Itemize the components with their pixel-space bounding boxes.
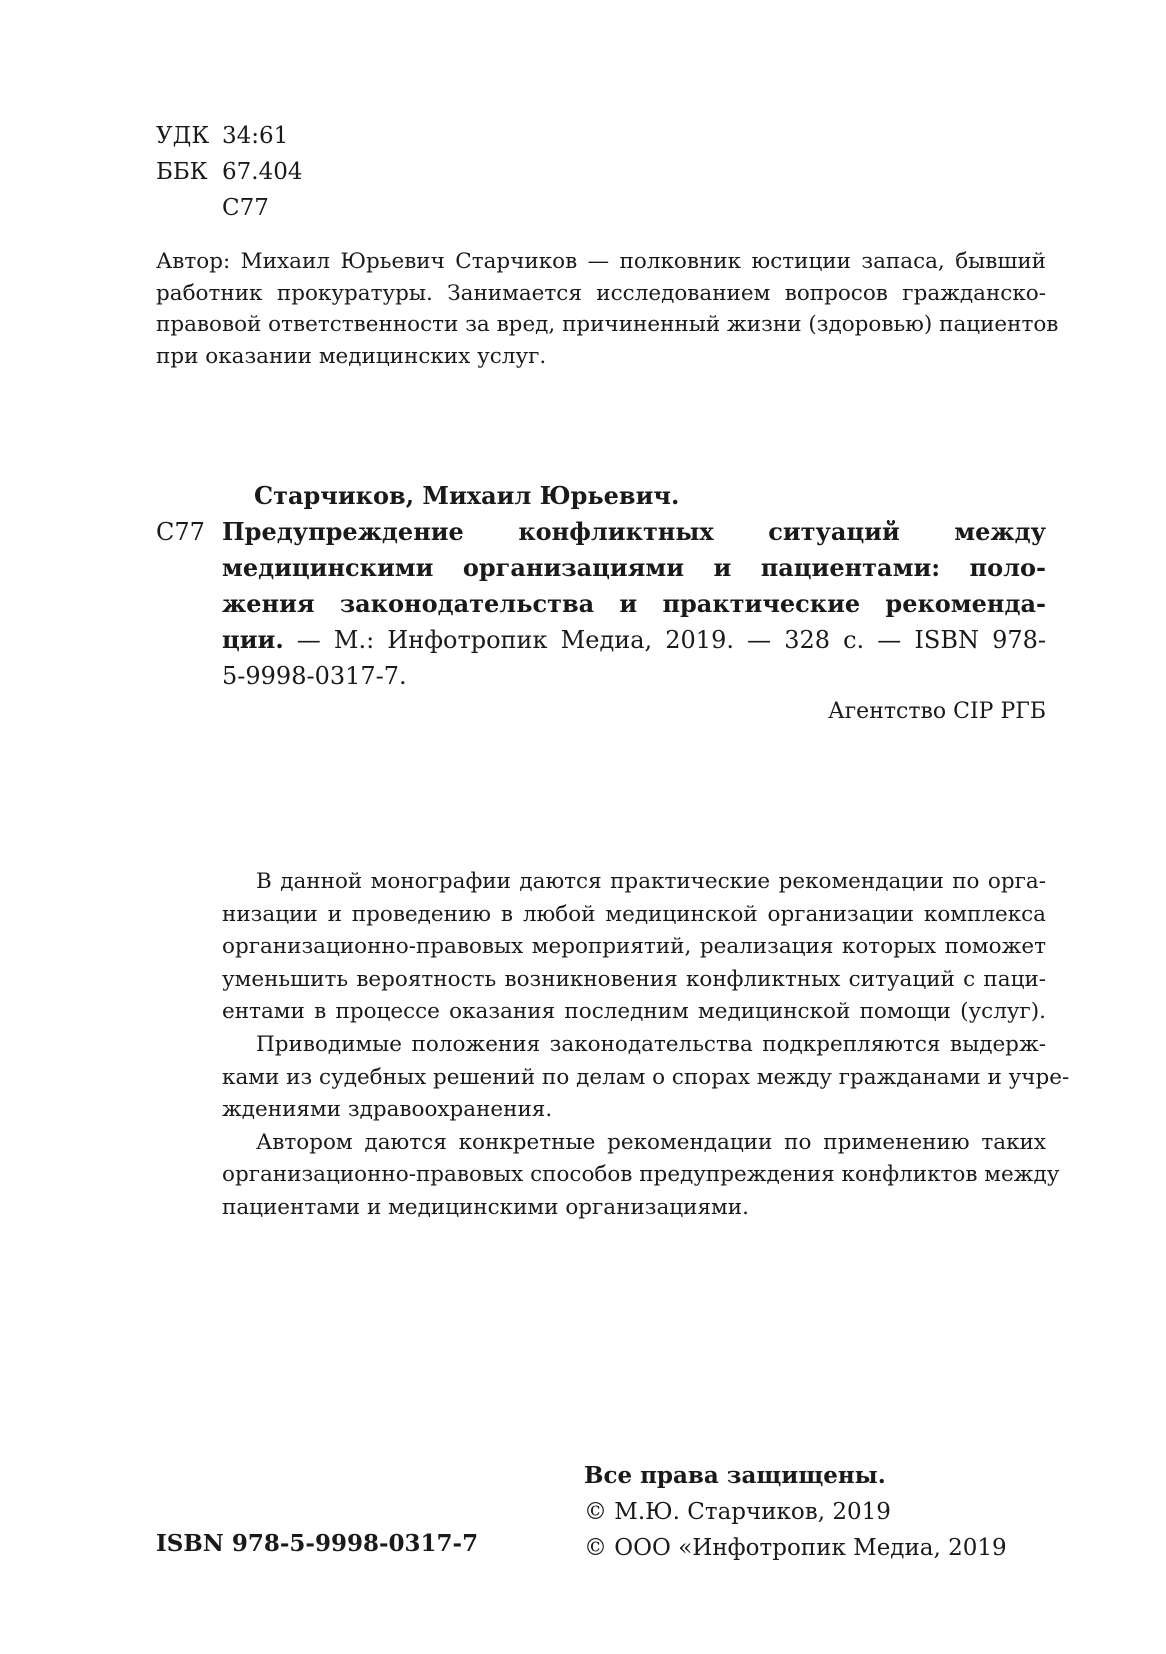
isbn: ISBN 978-5-9998-0317-7 [156, 1530, 479, 1557]
author-sign-row [156, 190, 302, 226]
annotation-line: ками из судебных решений по делам о спорах между гражданами и учре- [222, 1064, 1070, 1090]
bib-imprint-line [222, 622, 1046, 658]
copyright-publisher: © ООО «Инфотропик Медиа, 2019 [584, 1535, 1007, 1561]
annotation-line: ждениями здравоохранения. [222, 1097, 553, 1123]
annotation-line: Приводимые положения законодательства подкрепляются выдерж- [256, 1031, 1046, 1057]
bib-author-sign: С77 [156, 518, 205, 546]
annotation [222, 866, 1070, 1225]
bbk-row [156, 154, 302, 190]
annotation-line: ентами в процессе оказания последним медицинской помощи (услуг). [222, 999, 1046, 1025]
annotation-line: уменьшить вероятность возникновения конфликтных ситуаций с паци- [222, 966, 1046, 992]
author-info [156, 246, 1059, 372]
bib-imprint-line: 5-9998-0317-7. [222, 662, 407, 690]
annotation-line: организационно-правовых способов предупреждения конфликтов между [222, 1162, 1060, 1188]
bib-title-line: Предупреждение конфликтных ситуаций между [222, 517, 1046, 546]
annotation-line: организационно-правовых мероприятий, реализация которых поможет [222, 934, 1046, 960]
annotation-line: пациентами и медицинскими организациями. [222, 1194, 749, 1220]
copyright-author: © М.Ю. Старчиков, 2019 [584, 1499, 891, 1525]
udk-label: УДК [156, 123, 210, 149]
bbk-label: ББК [156, 159, 208, 185]
udk-value: 34:61 [222, 123, 289, 149]
author-info-line: Автор: Михаил Юрьевич Старчиков — полковник юстиции запаса, бывший [156, 249, 1046, 274]
bib-title-line: медицинскими организациями и пациентами: поло- [222, 553, 1046, 582]
cip-agency: Агентство CIP РГБ [827, 699, 1046, 724]
author-info-line: при оказании медицинских услуг. [156, 343, 547, 369]
bib-imprint-text: — М.: Инфотропик Медиа, 2019. — 328 с. — ISBN 978- [283, 626, 1046, 654]
rights-heading: Все права защищены. [584, 1462, 886, 1489]
author-sign: С77 [222, 195, 269, 221]
bibliographic-record [156, 478, 1046, 724]
author-info-line: работник прокуратуры. Занимается исследованием вопросов гражданско- [156, 280, 1046, 306]
bbk-value: 67.404 [222, 159, 303, 185]
annotation-line: Автором даются конкретные рекомендации по применению таких [256, 1129, 1046, 1155]
bib-author-heading: Старчиков, Михаил Юрьевич. [254, 481, 680, 510]
bib-title-block [222, 514, 1046, 694]
author-info-line: правовой ответственности за вред, причиненный жизни (здоровью) пациентов [156, 312, 1059, 337]
udk-row [156, 118, 302, 154]
classification-block [156, 118, 302, 226]
annotation-line: В данной монографии даются практические рекомендации по орга- [256, 869, 1046, 894]
bib-title-line: жения законодательства и практические рекоменда- [222, 589, 1046, 618]
rights-block [584, 1458, 1007, 1566]
bib-title-end: ции. [222, 625, 284, 654]
annotation-line: низации и проведению в любой медицинской организации комплекса [222, 901, 1046, 927]
